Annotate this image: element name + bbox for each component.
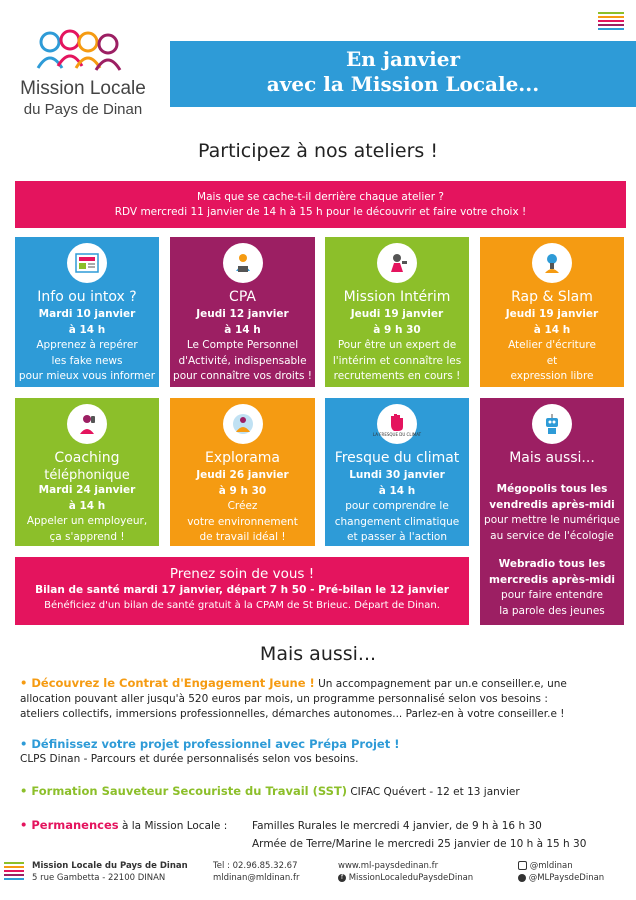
newspaper-icon bbox=[67, 243, 107, 283]
tile-desc-3: pour mieux vous informer ! bbox=[18, 370, 156, 398]
tile-date: Mardi 24 janvier bbox=[38, 484, 136, 496]
stripes-decoration bbox=[598, 12, 624, 30]
megopolis-desc2: au service de l'écologie bbox=[490, 529, 614, 542]
megopolis-line2: vendredis après-midi bbox=[489, 498, 615, 511]
intro-bar bbox=[15, 181, 626, 228]
health-bar bbox=[15, 557, 469, 625]
footer-facebook-row[interactable] bbox=[338, 872, 473, 884]
fresque-badge-text: LA FRESQUE DU CLIMAT bbox=[372, 432, 422, 437]
logo-name-line2: du Pays de Dinan bbox=[23, 101, 143, 118]
tile-title: Explorama bbox=[204, 450, 281, 466]
tile-time: à 14 h bbox=[533, 323, 571, 336]
tile-time: à 14 h bbox=[224, 323, 261, 336]
tile-desc-1: pour comprendre le bbox=[345, 500, 449, 512]
health-line2: Bénéficiez d'un bilan de santé gratuit à la CPAM de St Brieuc. Départ de Dinan. bbox=[44, 600, 440, 611]
footer-contact bbox=[213, 860, 299, 884]
health-title: Prenez soin de vous ! bbox=[169, 566, 315, 582]
tile-body bbox=[17, 307, 157, 400]
tile-date: Jeudi 26 janvier bbox=[196, 469, 289, 481]
phone-icon bbox=[67, 404, 107, 444]
tile-mais-aussi bbox=[480, 398, 624, 625]
meditation-icon bbox=[223, 404, 263, 444]
tile-desc-2: d'Activité, indispensable bbox=[178, 354, 307, 367]
footer-facebook: MissionLocaleduPaysdeDinan bbox=[348, 873, 474, 883]
footer-social bbox=[518, 860, 604, 884]
tile-info-intox bbox=[15, 237, 159, 398]
tile-title: Mais aussi... bbox=[509, 450, 595, 466]
tile-date: Jeudi 12 janvier bbox=[196, 308, 289, 320]
tile-time: à 14 h bbox=[68, 323, 106, 336]
tile-desc-2: ça s'apprend ! bbox=[49, 530, 125, 543]
tile-desc-1: Atelier d'écriture bbox=[508, 339, 596, 351]
footer-website[interactable]: www.ml-paysdedinan.fr bbox=[338, 861, 439, 871]
footer-instagram-row[interactable] bbox=[518, 860, 604, 872]
footer-stripes bbox=[4, 862, 24, 880]
twitter-icon bbox=[518, 874, 526, 882]
tile-body bbox=[17, 468, 157, 545]
megopolis-desc1: pour mettre le numérique bbox=[484, 514, 620, 526]
facebook-icon: f bbox=[338, 874, 346, 882]
tile-title: Rap & Slam bbox=[511, 289, 593, 305]
worker-icon bbox=[377, 243, 417, 283]
footer-org bbox=[32, 860, 188, 884]
tile-time: à 14 h bbox=[68, 499, 106, 512]
intro-line2: RDV mercredi 11 janvier de 14 h à 15 h pour le découvrir et faire votre choix ! bbox=[114, 206, 527, 218]
tile-title: CPA bbox=[229, 289, 256, 305]
instagram-icon bbox=[518, 861, 527, 870]
tile-desc-2: l'intérim et connaître les bbox=[332, 354, 462, 367]
webradio-line2: mercredis après-midi bbox=[489, 573, 615, 586]
tile-desc-1: Créez bbox=[227, 500, 258, 512]
people-logo-icon bbox=[18, 28, 148, 78]
tile-desc-3: recrutements en cours ! bbox=[333, 370, 461, 382]
tile-desc-1: Appeler un employeur, bbox=[26, 515, 148, 527]
tile-desc-2: les fake news bbox=[51, 354, 123, 367]
tile-date: Mardi 10 janvier bbox=[38, 308, 136, 320]
tile-desc-3: expression libre bbox=[510, 370, 594, 382]
tile-explorama bbox=[170, 398, 315, 546]
header-banner bbox=[170, 41, 636, 107]
webradio-desc2: la parole des jeunes bbox=[499, 604, 605, 617]
footer-tel: Tel : 02.96.85.32.67 bbox=[213, 861, 298, 871]
tile-desc-3: de travail idéal ! bbox=[199, 531, 286, 543]
sst-block bbox=[20, 784, 620, 800]
cej-block bbox=[20, 676, 620, 722]
tile-desc-3: et passer à l'action bbox=[347, 531, 447, 543]
prepa-block bbox=[20, 737, 620, 767]
cej-text1: Un accompagnement par un.e conseiller.e, une bbox=[314, 678, 567, 690]
tile-date: Lundi 30 janvier bbox=[349, 469, 445, 481]
tile-coaching bbox=[15, 398, 159, 546]
tile-title: Mission Intérim bbox=[343, 289, 451, 305]
cej-text3: ateliers collectifs, immersions professionnelles, démarches autonomes... Parlez-en à votre conseiller.e ! bbox=[20, 708, 565, 720]
sst-title: • Formation Sauveteur Secouriste du Travail (SST) bbox=[20, 784, 348, 798]
tile-desc-2: changement climatique bbox=[334, 515, 460, 528]
tile-desc-1: Le Compte Personnel bbox=[186, 339, 299, 351]
prepa-text: CLPS Dinan - Parcours et durée personnalisés selon vos besoins. bbox=[20, 753, 359, 765]
tile-date: Jeudi 19 janvier bbox=[505, 308, 599, 320]
cej-title: • Découvrez le Contrat d'Engagement Jeune ! bbox=[20, 676, 315, 690]
section-title: Participez à nos ateliers ! bbox=[198, 140, 438, 162]
microphone-icon bbox=[532, 243, 572, 283]
footer-instagram: @mldinan bbox=[529, 861, 573, 871]
webradio-desc1: pour faire entendre bbox=[501, 589, 603, 601]
footer-twitter: @MLPaysdeDinan bbox=[528, 873, 605, 883]
tile-desc-3: pour connaître vos droits ! bbox=[173, 370, 312, 382]
tile-desc-1: Apprenez à repérer bbox=[36, 339, 138, 351]
logo bbox=[18, 28, 148, 128]
footer-web bbox=[338, 860, 473, 884]
footer-address: 5 rue Gambetta - 22100 DINAN bbox=[32, 873, 166, 883]
tile-rap-slam bbox=[480, 237, 624, 387]
perm-line1: Familles Rurales le mercredi 4 janvier, de 9 h à 16 h 30 bbox=[252, 820, 542, 832]
tile-time: à 9 h 30 bbox=[373, 323, 421, 336]
tile-title: Fresque du climat bbox=[334, 450, 460, 466]
footer-email[interactable]: mldinan@mldinan.fr bbox=[213, 873, 300, 883]
perm-text: à la Mission Locale : bbox=[118, 820, 228, 832]
tile-time: à 9 h 30 bbox=[218, 484, 267, 497]
tile-title: Coaching bbox=[54, 450, 120, 466]
tile-body bbox=[482, 482, 622, 619]
person-laptop-icon bbox=[223, 243, 263, 283]
tile-body bbox=[172, 307, 313, 385]
tile-body bbox=[482, 307, 622, 385]
tile-title: Info ou intox ? bbox=[37, 289, 137, 305]
megopolis-line1: Mégopolis tous les bbox=[496, 483, 608, 495]
tile-title-line2: téléphonique bbox=[44, 468, 130, 483]
tile-body bbox=[172, 468, 313, 546]
footer-org-name: Mission Locale du Pays de Dinan bbox=[32, 861, 188, 871]
health-line1: Bilan de santé mardi 17 janvier, départ 7 h 50 - Pré-bilan le 12 janvier bbox=[35, 584, 449, 596]
tile-fresque-climat bbox=[325, 398, 469, 546]
tile-body bbox=[327, 468, 467, 546]
logo-name-line1: Mission Locale bbox=[20, 78, 146, 99]
tile-desc-1: Pour être un expert de bbox=[337, 339, 457, 351]
tile-time: à 14 h bbox=[378, 484, 416, 497]
tile-desc-2: votre environnement bbox=[187, 515, 298, 528]
perm-title: • Permanences bbox=[20, 818, 119, 832]
sst-text: CIFAC Quévert - 12 et 13 janvier bbox=[347, 786, 520, 798]
cej-text2: allocation pouvant aller jusqu'à 520 euros par mois, un programme personnalisé selon vos besoins : bbox=[20, 693, 548, 705]
tile-cpa bbox=[170, 237, 315, 387]
climate-hand-icon bbox=[372, 404, 422, 444]
tile-desc-2: et bbox=[546, 354, 558, 367]
header-title-line1: En janvier bbox=[346, 47, 460, 71]
tile-mission-interim bbox=[325, 237, 469, 387]
prepa-title: • Définissez votre projet professionnel avec Prépa Projet ! bbox=[20, 737, 400, 751]
perm-line2: Armée de Terre/Marine le mercredi 25 janvier de 10 h à 15 h 30 bbox=[252, 838, 587, 850]
webradio-line1: Webradio tous les bbox=[498, 558, 606, 570]
robot-icon bbox=[532, 404, 572, 444]
more-title: Mais aussi... bbox=[259, 643, 377, 665]
intro-line1: Mais que se cache-t-il derrière chaque atelier ? bbox=[197, 191, 444, 203]
tile-body bbox=[327, 307, 467, 385]
footer-twitter-row[interactable] bbox=[518, 872, 604, 884]
header-title-line2: avec la Mission Locale... bbox=[266, 72, 540, 96]
tile-date: Jeudi 19 janvier bbox=[350, 308, 444, 320]
